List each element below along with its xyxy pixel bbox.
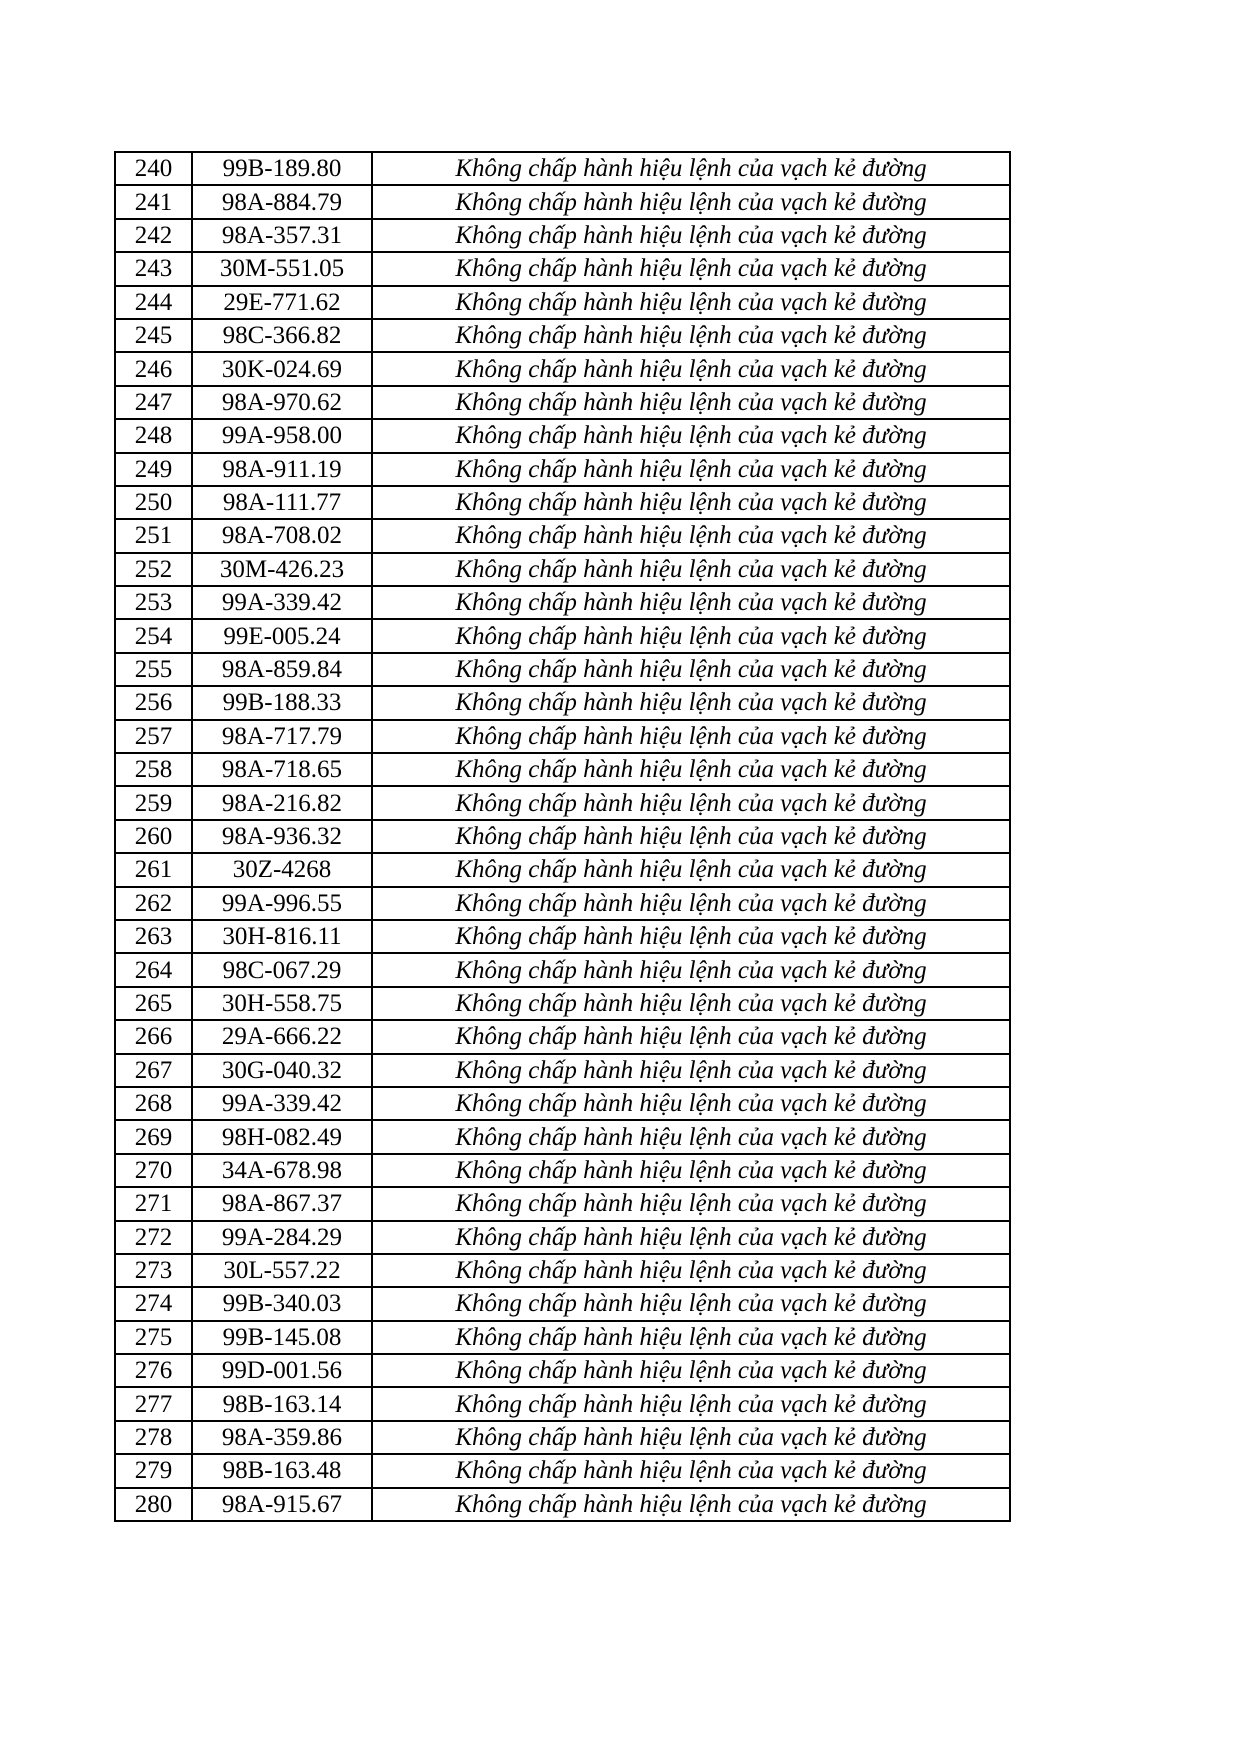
table-row [115, 753, 1010, 786]
violation-cell: Không chấp hành hiệu lệnh của vạch kẻ đường [372, 1387, 1010, 1420]
row-number-cell: 250 [115, 486, 192, 519]
table-row [115, 286, 1010, 319]
table-row [115, 1087, 1010, 1120]
table-row [115, 686, 1010, 719]
row-number-cell: 260 [115, 820, 192, 853]
row-number-cell: 245 [115, 319, 192, 352]
license-plate-cell: 98B-163.14 [192, 1387, 372, 1420]
row-number-cell: 251 [115, 519, 192, 552]
license-plate-cell: 30M-551.05 [192, 252, 372, 285]
table-row [115, 1254, 1010, 1287]
row-number-cell: 259 [115, 786, 192, 819]
violation-cell: Không chấp hành hiệu lệnh của vạch kẻ đường [372, 820, 1010, 853]
license-plate-cell: 99A-339.42 [192, 586, 372, 619]
row-number-cell: 275 [115, 1321, 192, 1354]
license-plate-cell: 98A-884.79 [192, 185, 372, 218]
table-row [115, 586, 1010, 619]
table-row [115, 519, 1010, 552]
violation-cell: Không chấp hành hiệu lệnh của vạch kẻ đường [372, 686, 1010, 719]
license-plate-cell: 98A-915.67 [192, 1488, 372, 1521]
violation-cell: Không chấp hành hiệu lệnh của vạch kẻ đường [372, 887, 1010, 920]
violation-cell: Không chấp hành hiệu lệnh của vạch kẻ đường [372, 252, 1010, 285]
violation-cell: Không chấp hành hiệu lệnh của vạch kẻ đường [372, 453, 1010, 486]
row-number-cell: 252 [115, 553, 192, 586]
license-plate-cell: 99A-284.29 [192, 1221, 372, 1254]
violation-cell: Không chấp hành hiệu lệnh của vạch kẻ đường [372, 219, 1010, 252]
row-number-cell: 246 [115, 352, 192, 385]
violation-cell: Không chấp hành hiệu lệnh của vạch kẻ đường [372, 1187, 1010, 1220]
row-number-cell: 247 [115, 386, 192, 419]
violation-cell: Không chấp hành hiệu lệnh của vạch kẻ đường [372, 920, 1010, 953]
violation-cell: Không chấp hành hiệu lệnh của vạch kẻ đường [372, 1254, 1010, 1287]
license-plate-cell: 99E-005.24 [192, 619, 372, 652]
violation-cell: Không chấp hành hiệu lệnh của vạch kẻ đường [372, 987, 1010, 1020]
license-plate-cell: 98A-718.65 [192, 753, 372, 786]
license-plate-cell: 99B-340.03 [192, 1287, 372, 1320]
row-number-cell: 262 [115, 887, 192, 920]
violation-cell: Không chấp hành hiệu lệnh của vạch kẻ đường [372, 519, 1010, 552]
license-plate-cell: 98A-911.19 [192, 453, 372, 486]
table-row [115, 1488, 1010, 1521]
violation-cell: Không chấp hành hiệu lệnh của vạch kẻ đường [372, 1154, 1010, 1187]
license-plate-cell: 98A-216.82 [192, 786, 372, 819]
license-plate-cell: 34A-678.98 [192, 1154, 372, 1187]
table-row [115, 219, 1010, 252]
license-plate-cell: 30Z-4268 [192, 853, 372, 886]
license-plate-cell: 29A-666.22 [192, 1020, 372, 1053]
table-row [115, 1354, 1010, 1387]
violation-cell: Không chấp hành hiệu lệnh của vạch kẻ đường [372, 1454, 1010, 1487]
table-row [115, 352, 1010, 385]
violation-cell: Không chấp hành hiệu lệnh của vạch kẻ đường [372, 319, 1010, 352]
table-row [115, 853, 1010, 886]
row-number-cell: 257 [115, 720, 192, 753]
table-row [115, 920, 1010, 953]
license-plate-cell: 98A-717.79 [192, 720, 372, 753]
license-plate-cell: 30H-558.75 [192, 987, 372, 1020]
row-number-cell: 268 [115, 1087, 192, 1120]
row-number-cell: 269 [115, 1120, 192, 1153]
license-plate-cell: 98A-867.37 [192, 1187, 372, 1220]
violation-cell: Không chấp hành hiệu lệnh của vạch kẻ đường [372, 1020, 1010, 1053]
row-number-cell: 273 [115, 1254, 192, 1287]
table-row [115, 1187, 1010, 1220]
license-plate-cell: 98A-111.77 [192, 486, 372, 519]
violation-cell: Không chấp hành hiệu lệnh của vạch kẻ đường [372, 352, 1010, 385]
row-number-cell: 270 [115, 1154, 192, 1187]
table-row [115, 720, 1010, 753]
license-plate-cell: 98A-936.32 [192, 820, 372, 853]
violation-cell: Không chấp hành hiệu lệnh của vạch kẻ đường [372, 953, 1010, 986]
row-number-cell: 254 [115, 619, 192, 652]
table-row [115, 1287, 1010, 1320]
violation-cell: Không chấp hành hiệu lệnh của vạch kẻ đường [372, 486, 1010, 519]
row-number-cell: 276 [115, 1354, 192, 1387]
license-plate-cell: 98A-970.62 [192, 386, 372, 419]
row-number-cell: 253 [115, 586, 192, 619]
violation-cell: Không chấp hành hiệu lệnh của vạch kẻ đường [372, 1421, 1010, 1454]
license-plate-cell: 98H-082.49 [192, 1120, 372, 1153]
violation-cell: Không chấp hành hiệu lệnh của vạch kẻ đường [372, 386, 1010, 419]
license-plate-cell: 30K-024.69 [192, 352, 372, 385]
violation-cell: Không chấp hành hiệu lệnh của vạch kẻ đường [372, 653, 1010, 686]
table-row [115, 1221, 1010, 1254]
row-number-cell: 264 [115, 953, 192, 986]
license-plate-cell: 98A-859.84 [192, 653, 372, 686]
license-plate-cell: 99B-189.80 [192, 152, 372, 185]
license-plate-cell: 30H-816.11 [192, 920, 372, 953]
license-plate-cell: 98A-708.02 [192, 519, 372, 552]
license-plate-cell: 99B-188.33 [192, 686, 372, 719]
row-number-cell: 278 [115, 1421, 192, 1454]
violation-cell: Không chấp hành hiệu lệnh của vạch kẻ đường [372, 152, 1010, 185]
table-row [115, 1421, 1010, 1454]
row-number-cell: 266 [115, 1020, 192, 1053]
table-row [115, 1321, 1010, 1354]
violation-cell: Không chấp hành hiệu lệnh của vạch kẻ đường [372, 786, 1010, 819]
violation-cell: Không chấp hành hiệu lệnh của vạch kẻ đường [372, 619, 1010, 652]
table-row [115, 653, 1010, 686]
license-plate-cell: 98B-163.48 [192, 1454, 372, 1487]
table-row [115, 486, 1010, 519]
violation-cell: Không chấp hành hiệu lệnh của vạch kẻ đường [372, 720, 1010, 753]
license-plate-cell: 98C-067.29 [192, 953, 372, 986]
table-row [115, 152, 1010, 185]
table-row [115, 319, 1010, 352]
violation-cell: Không chấp hành hiệu lệnh của vạch kẻ đường [372, 1120, 1010, 1153]
table-row [115, 453, 1010, 486]
table-row [115, 887, 1010, 920]
row-number-cell: 256 [115, 686, 192, 719]
violation-cell: Không chấp hành hiệu lệnh của vạch kẻ đường [372, 1054, 1010, 1087]
license-plate-cell: 99A-339.42 [192, 1087, 372, 1120]
row-number-cell: 244 [115, 286, 192, 319]
row-number-cell: 280 [115, 1488, 192, 1521]
license-plate-cell: 99D-001.56 [192, 1354, 372, 1387]
license-plate-cell: 98A-359.86 [192, 1421, 372, 1454]
violations-table-body [115, 152, 1010, 1521]
table-row [115, 820, 1010, 853]
table-row [115, 419, 1010, 452]
violation-cell: Không chấp hành hiệu lệnh của vạch kẻ đường [372, 586, 1010, 619]
table-row [115, 619, 1010, 652]
row-number-cell: 255 [115, 653, 192, 686]
violations-table [114, 151, 1011, 1522]
row-number-cell: 258 [115, 753, 192, 786]
violation-cell: Không chấp hành hiệu lệnh của vạch kẻ đường [372, 286, 1010, 319]
row-number-cell: 263 [115, 920, 192, 953]
violation-cell: Không chấp hành hiệu lệnh của vạch kẻ đường [372, 1087, 1010, 1120]
license-plate-cell: 98A-357.31 [192, 219, 372, 252]
table-row [115, 953, 1010, 986]
row-number-cell: 242 [115, 219, 192, 252]
table-row [115, 1454, 1010, 1487]
violation-cell: Không chấp hành hiệu lệnh của vạch kẻ đường [372, 1321, 1010, 1354]
row-number-cell: 248 [115, 419, 192, 452]
violation-cell: Không chấp hành hiệu lệnh của vạch kẻ đường [372, 1221, 1010, 1254]
table-row [115, 553, 1010, 586]
violation-cell: Không chấp hành hiệu lệnh của vạch kẻ đường [372, 553, 1010, 586]
table-row [115, 1154, 1010, 1187]
table-row [115, 1120, 1010, 1153]
row-number-cell: 277 [115, 1387, 192, 1420]
row-number-cell: 279 [115, 1454, 192, 1487]
row-number-cell: 265 [115, 987, 192, 1020]
table-row [115, 1387, 1010, 1420]
table-row [115, 786, 1010, 819]
violation-cell: Không chấp hành hiệu lệnh của vạch kẻ đường [372, 753, 1010, 786]
row-number-cell: 240 [115, 152, 192, 185]
license-plate-cell: 29E-771.62 [192, 286, 372, 319]
violation-cell: Không chấp hành hiệu lệnh của vạch kẻ đường [372, 853, 1010, 886]
table-row [115, 386, 1010, 419]
table-row [115, 987, 1010, 1020]
license-plate-cell: 99A-996.55 [192, 887, 372, 920]
license-plate-cell: 30G-040.32 [192, 1054, 372, 1087]
violation-cell: Không chấp hành hiệu lệnh của vạch kẻ đường [372, 419, 1010, 452]
table-row [115, 252, 1010, 285]
row-number-cell: 249 [115, 453, 192, 486]
row-number-cell: 241 [115, 185, 192, 218]
violation-cell: Không chấp hành hiệu lệnh của vạch kẻ đường [372, 185, 1010, 218]
row-number-cell: 271 [115, 1187, 192, 1220]
table-row [115, 1054, 1010, 1087]
row-number-cell: 272 [115, 1221, 192, 1254]
table-row [115, 1020, 1010, 1053]
row-number-cell: 243 [115, 252, 192, 285]
violation-cell: Không chấp hành hiệu lệnh của vạch kẻ đường [372, 1287, 1010, 1320]
license-plate-cell: 30M-426.23 [192, 553, 372, 586]
license-plate-cell: 98C-366.82 [192, 319, 372, 352]
row-number-cell: 261 [115, 853, 192, 886]
violation-cell: Không chấp hành hiệu lệnh của vạch kẻ đường [372, 1488, 1010, 1521]
table-row [115, 185, 1010, 218]
license-plate-cell: 99B-145.08 [192, 1321, 372, 1354]
license-plate-cell: 99A-958.00 [192, 419, 372, 452]
row-number-cell: 267 [115, 1054, 192, 1087]
violation-cell: Không chấp hành hiệu lệnh của vạch kẻ đường [372, 1354, 1010, 1387]
row-number-cell: 274 [115, 1287, 192, 1320]
license-plate-cell: 30L-557.22 [192, 1254, 372, 1287]
